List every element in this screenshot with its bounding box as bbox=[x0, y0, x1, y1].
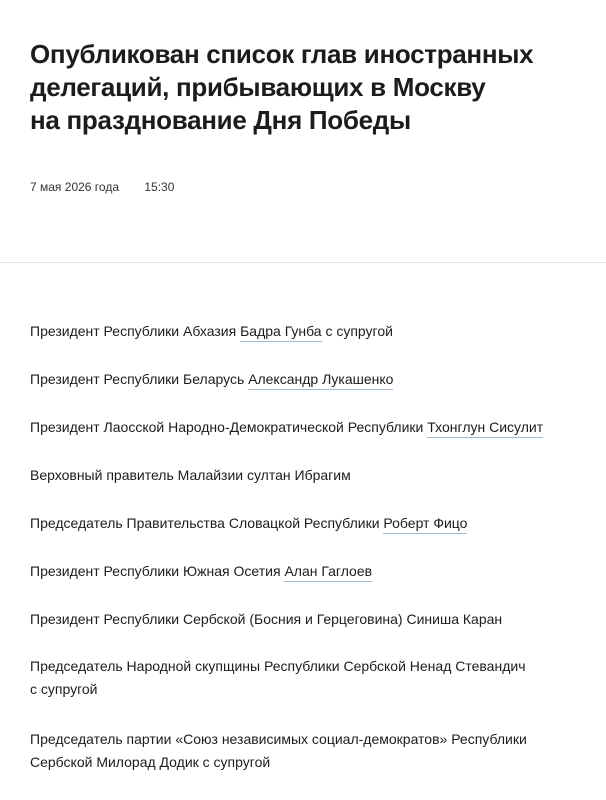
list-item bbox=[30, 560, 590, 583]
item-text: Председатель партии «Союз независимых социал-демократов» Республики bbox=[30, 731, 527, 747]
list-item bbox=[30, 416, 590, 439]
item-text: Президент Республики Беларусь bbox=[30, 371, 249, 387]
person-link[interactable]: Алан Гаглоев bbox=[284, 563, 372, 582]
article-title bbox=[30, 38, 534, 137]
list-item bbox=[30, 464, 590, 487]
publish-time: 15:30 bbox=[144, 180, 175, 194]
item-text: Президент Лаосской Народно-Демократической Республики bbox=[30, 419, 428, 435]
person-link[interactable]: Роберт Фицо bbox=[383, 515, 467, 534]
title-line: Опубликован список глав иностранных bbox=[30, 39, 534, 69]
person-link[interactable]: Тхонглун Сисулит bbox=[427, 419, 543, 438]
list-item bbox=[30, 728, 590, 774]
publish-date: 7 мая 2026 года bbox=[30, 180, 119, 194]
title-line: на празднование Дня Победы bbox=[30, 105, 411, 135]
article-header bbox=[0, 0, 606, 262]
title-line: делегаций, прибывающих в Москву bbox=[30, 72, 486, 102]
item-text: Сербской Милорад Додик с супругой bbox=[30, 754, 271, 770]
item-text: Президент Республики Сербской (Босния и Герцеговина) Синиша Каран bbox=[30, 611, 503, 627]
list-item bbox=[30, 655, 590, 701]
item-text: Верховный правитель Малайзии султан Ибрагим bbox=[30, 467, 351, 483]
list-item bbox=[30, 368, 590, 391]
list-item bbox=[30, 320, 590, 343]
item-text: с супругой bbox=[321, 323, 393, 339]
item-text: Президент Республики Абхазия bbox=[30, 323, 241, 339]
section-divider bbox=[0, 262, 606, 263]
article-meta bbox=[30, 180, 174, 194]
item-text: с супругой bbox=[30, 681, 98, 697]
person-link[interactable]: Александр Лукашенко bbox=[248, 371, 393, 390]
item-text: Председатель Правительства Словацкой Республики bbox=[30, 515, 384, 531]
list-item bbox=[30, 608, 590, 631]
list-item bbox=[30, 512, 590, 535]
item-text: Президент Республики Южная Осетия bbox=[30, 563, 285, 579]
item-text: Председатель Народной скупщины Республики Сербской Ненад Стевандич bbox=[30, 658, 526, 674]
person-link[interactable]: Бадра Гунба bbox=[240, 323, 321, 342]
